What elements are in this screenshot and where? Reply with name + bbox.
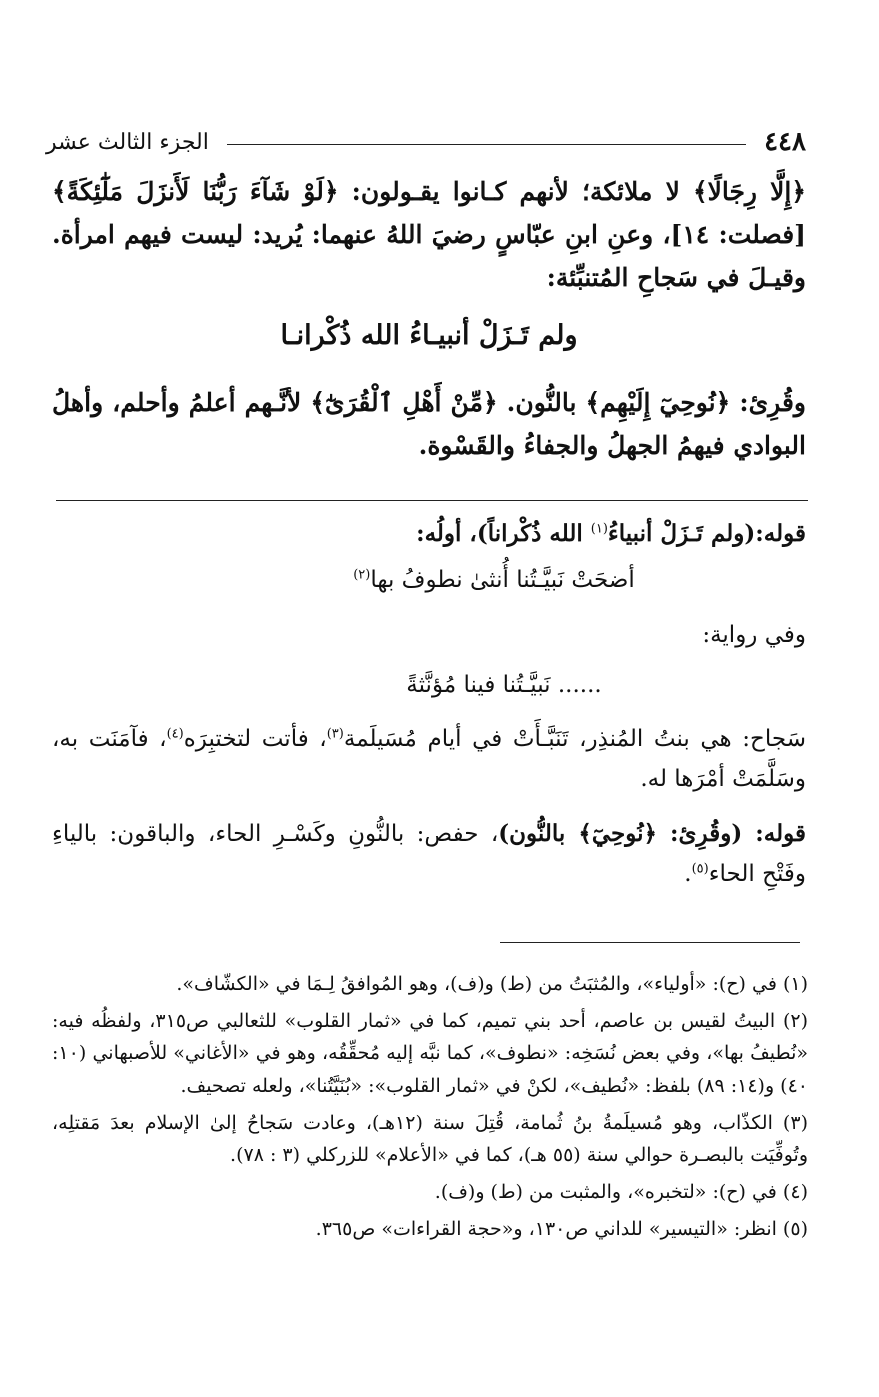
main-text <box>52 170 806 467</box>
running-title: الجزء الثالث عشر <box>46 129 209 155</box>
hemistich-1 <box>52 560 806 600</box>
footnote-ref-5[interactable]: (٥) <box>691 861 709 877</box>
commentary-3-a: سَجاح: هي بنتُ المُنذِر، تَنَبَّـأَتْ في أيام مُسَيلَمة <box>343 726 806 752</box>
commentary-paragraph-1 <box>52 514 806 554</box>
footnote-ref-2[interactable]: (٢) <box>353 567 371 583</box>
commentary-4-lead: قوله: (وقُرِئ: ﴿نُوحِيٓ﴾ بالنُّون) <box>498 819 807 847</box>
main-paragraph-1: ﴿إِلَّا رِجَالًا﴾ لا ملائكة؛ لأنهم كـانوا يقـولون: ﴿لَوْ شَآءَ رَبُّنَا لَأَنزَلَ مَلَٰٓئِكَةً﴾ [فصلت: ١٤]، وعنِ ابنِ عبّاسٍ رضيَ اللهُ عنهما: يُريد: ليست فيهم امرأة. وقيـلَ في سَجاحِ المُتنبِّئة: <box>52 177 806 292</box>
footnote-2: (٢) البيتُ لقيس بن عاصم، أحد بني تميم، كما في «ثمار القلوب» للثعالبي ص٣١٥، ولفظُه فيه: «نُطيفُ بها»، وفي بعض نُسَخِه: «نطوف»، كما نبَّه إليه مُحقِّقُه، وهو في «الأغاني» للأصبهاني (١٠: ٤٠) و(١٤: ٨٩) بلفظ: «نُطيف»، لكنْ في «ثمار القلوب»: «بُنَيَّتُنا»، ولعله تصحيف. <box>52 1009 808 1098</box>
footnote-ref-4[interactable]: (٤) <box>166 726 184 742</box>
commentary-paragraph-2: وفي رواية: <box>702 621 806 648</box>
text-commentary-separator <box>56 500 808 501</box>
commentary-3-c: ، فآمَنَت به، وسَلَّمَتْ أمْرَها له. <box>52 726 806 793</box>
page-number: ٤٤٨ <box>764 127 806 157</box>
verse-line: ولم تَـزَلْ أنبيـاءُ الله ذُكْرانـا <box>280 320 578 351</box>
header-rule <box>227 144 746 145</box>
commentary-3-b: ، فأتت لتختبِرَه <box>183 726 327 752</box>
hemistich-1-text: أضحَتْ نَبيَّـتُنا أُنثىٰ نطوفُ بها <box>370 567 635 594</box>
commentary-4-a: ، حفص: بالنُّونِ وكَسْـرِ الحاء، والباقون: بالياءِ وفَتْحِ الحاء <box>52 820 806 887</box>
footnote-ref-3[interactable]: (٣) <box>326 726 344 742</box>
main-paragraph-2: وقُرِئ: ﴿نُوحِيٓ إِلَيْهِم﴾ بالنُّون. ﴿مِّنْ أَهْلِ ٱلْقُرَىٰٓ﴾ لأنَّـهم أعلمُ وأحلم، وأهلُ البوادي فيهمُ الجهلُ والجفاءُ والقَسْوة. <box>52 388 806 461</box>
footnote-1: (١) في (ح): «أولياء»، والمُثبَتُ من (ط) و(ف)، وهو المُوافقُ لِـمَا في «الكشّاف». <box>176 973 808 995</box>
commentary-lead: قوله: <box>755 520 806 547</box>
footnote-ref-1[interactable]: (١) <box>590 521 608 537</box>
commentary-quote: (ولم تَـزَلْ أنبياءُ <box>607 520 756 547</box>
hemistich-2: ...... نَبيَّـتُنا فينا مُؤنَّثةً <box>406 671 602 698</box>
footnotes <box>52 968 808 1249</box>
commentary-paragraph-4 <box>52 814 806 895</box>
footnote-4: (٤) في (ح): «لتخبره»، والمثبت من (ط) و(ف). <box>434 1181 808 1204</box>
commentary-paragraph-3 <box>52 719 806 800</box>
footnote-rule <box>500 942 800 943</box>
footnote-5: (٥) انظر: «التيسير» للداني ص١٣٠، و«حجة القراءات» ص٣٦٥. <box>315 1217 808 1240</box>
commentary-4-b: . <box>684 860 692 887</box>
commentary <box>52 514 806 894</box>
commentary-quote-end: الله ذُكْراناً)، أولُه: <box>416 520 591 547</box>
running-header <box>46 122 806 162</box>
footnote-3: (٣) الكذّاب، وهو مُسيلَمةُ بنُ ثُمامة، قُتِلَ سنة (١٢هـ)، وعادت سَجاحُ إلىٰ الإسلام بعدَ مَقتلِه، وتُوفِّيَت بالبصـرة حوالي سنة (٥٥ هـ)، كما في «الأعلام» للزركلي (٣ : ٧٨). <box>52 1111 808 1167</box>
